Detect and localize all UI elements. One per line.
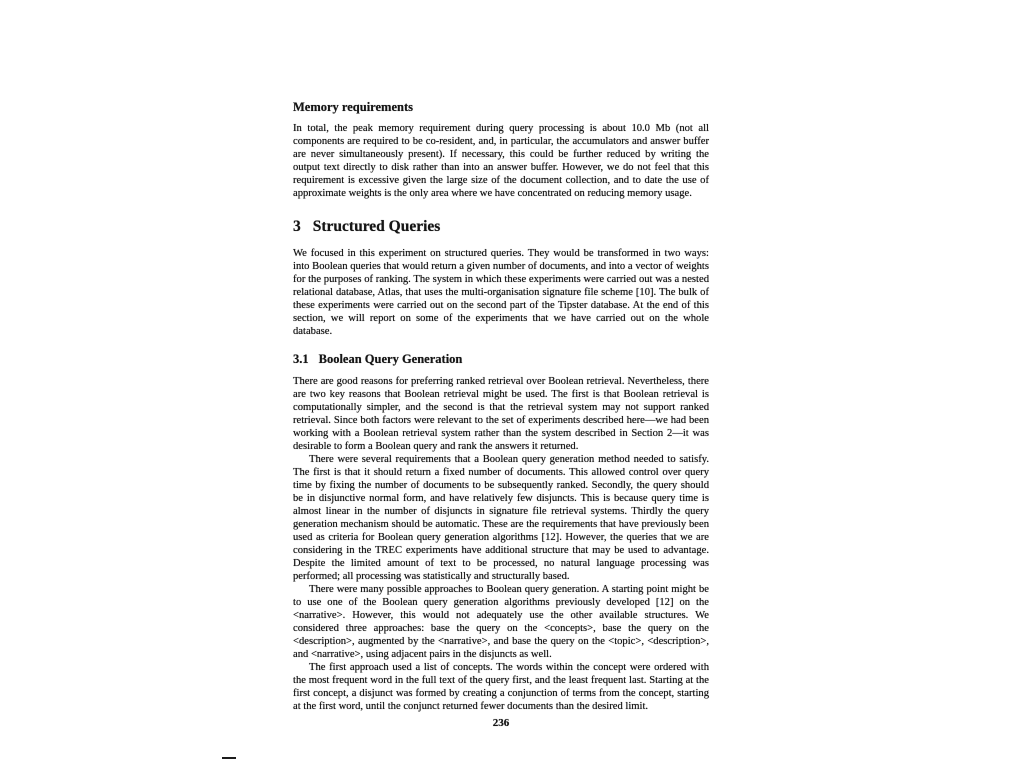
subsection-paragraph-2: There were several requirements that a Boolean query generation method needed to satisfy. The first is that it should return a fixed number of documents. This allowed control over query time by fixing the number of documents to be subsequently ranked. Secondly, the query should be in disjunctive normal form, and have relatively few disjuncts. This is because query time is almost linear in the number of disjuncts in signature file retrieval systems. Thirdly the query generation mechanism should be automatic. These are the requirements that have previously been used as criteria for Boolean query generation algorithms [12]. However, the queries that we are considering in the TREC experiments have additional structure that may be used to advantage. Despite the limited amount of text to be processed, no natural language processing was performed; all processing was statistically and structurally based. [293, 454, 709, 582]
subsection-paragraph-1: There are good reasons for preferring ranked retrieval over Boolean retrieval. Nevertheless, there are two key reasons that Boolean retrieval might be used. The first is that Boolean retrieval is computationally simpler, and the second is that the retrieval system may not support ranked retrieval. Since both factors were relevant to the set of experiments described here—we had been working with a Boolean retrieval system rather than the system described in Section 2—it was desirable to form a Boolean query and rank the answers it returned. [293, 376, 709, 452]
section-3-heading [293, 218, 709, 235]
subsection-paragraph-4: The first approach used a list of concepts. The words within the concept were ordered with the most frequent word in the full text of the query first, and the least frequent last. Starting at the first concept, a disjunct was formed by creating a conjunction of terms from the concept, starting at the first word, until the conjunct returned fewer documents than the desired limit. [293, 662, 709, 712]
page-content [293, 100, 709, 730]
subsection-3-1-title: Boolean Query Generation [318, 352, 463, 366]
section-3-number: 3 [293, 218, 301, 235]
section-3-title: Structured Queries [312, 218, 441, 235]
subsection-3-1-number: 3.1 [293, 352, 309, 366]
memory-requirements-paragraph: In total, the peak memory requirement during query processing is about 10.0 Mb (not all components are required to be co-resident, and, in particular, the accumulators and answer buffer are never simultaneously present). If necessary, this could be further reduced by writing the output text directly to disk rather than into an answer buffer. However, we do not feel that this requirement is excessive given the large size of the document collection, and to date the use of approximate weights is the only area where we have concentrated on reducing memory usage. [293, 123, 709, 199]
memory-requirements-heading: Memory requirements [293, 100, 413, 114]
subsection-paragraph-3: There were many possible approaches to Boolean query generation. A starting point might be to use one of the Boolean query generation algorithms previously developed [12] on the <narrative>. However, this would not adequately use the other available structures. We considered three approaches: base the query on the <concepts>, base the query on the <description>, augmented by the <narrative>, and base the query on the <topic>, <description>, and <narrative>, using adjacent pairs in the disjuncts as well. [293, 584, 709, 660]
scan-artifact-dash [222, 757, 236, 759]
subsection-3-1-heading [293, 352, 709, 366]
section-3-paragraph: We focused in this experiment on structured queries. They would be transformed in two ways: into Boolean queries that would return a given number of documents, and into a vector of weights for the purposes of ranking. The system in which these experiments were carried out was a nested relational database, Atlas, that uses the multi-organisation signature file scheme [10]. The bulk of these experiments were carried out on the second part of the Tipster database. At the end of this section, we will report on some of the experiments that we have carried out on the whole database. [293, 248, 709, 337]
page-number: 236 [492, 717, 510, 729]
